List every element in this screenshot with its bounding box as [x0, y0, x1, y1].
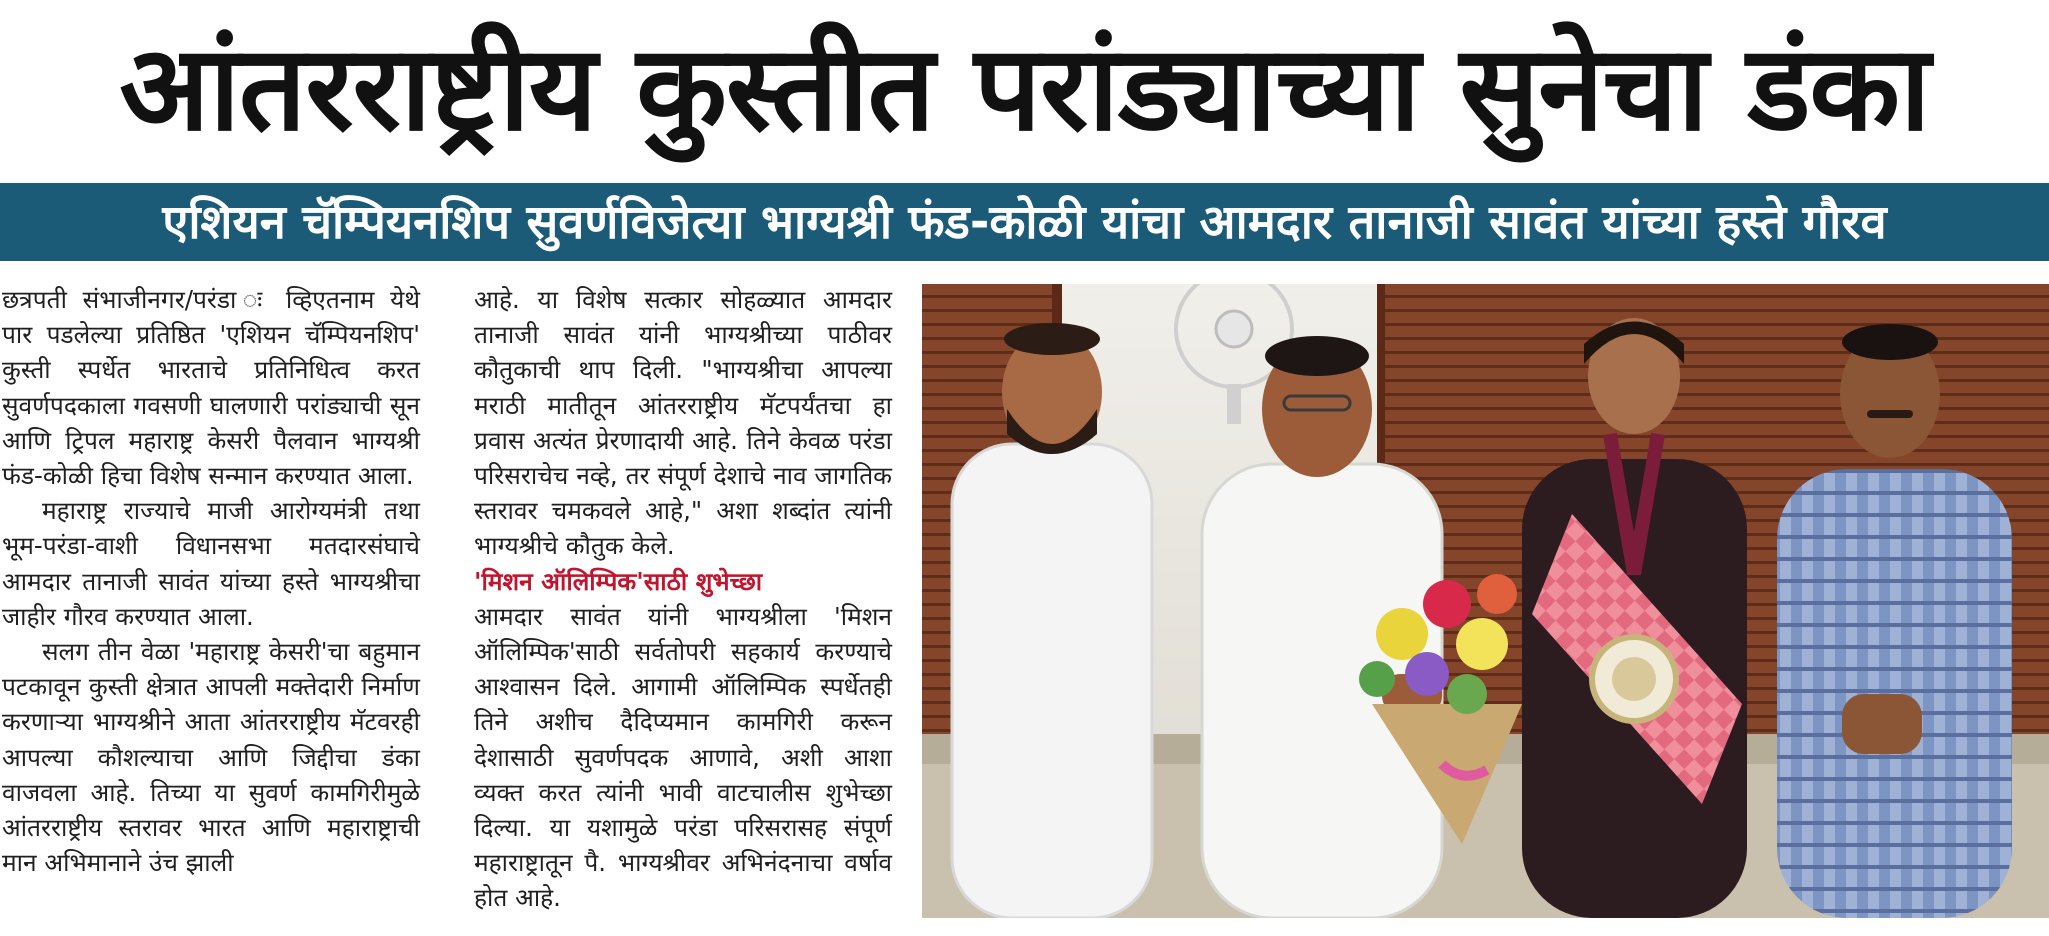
felicitation-photo	[922, 284, 2049, 918]
article-column-1	[2, 282, 420, 880]
paragraph-dateline: छत्रपती संभाजीनगर/परंडा ः व्हिएतनाम येथे पार पडलेल्या प्रतिष्ठित 'एशियन चॅम्पियनशिप' कुस्ती स्पर्धेत भारताचे प्रतिनिधित्व करत सुवर्णपदकाला गवसणी घालणारी परांड्याची सून आणि ट्रिपल महाराष्ट्र केसरी पैलवान भाग्यश्री फंड-कोळी हिचा विशेष सन्मान करण्यात आला.	[2, 285, 420, 491]
headline-area	[0, 0, 2049, 175]
article-column-2	[474, 282, 892, 916]
photo-illustration	[922, 284, 2049, 918]
headline: आंतरराष्ट्रीय कुस्तीत परांड्याच्या सुनेचा डंका	[119, 18, 1930, 157]
paragraph: महाराष्ट्र राज्याचे माजी आरोग्यमंत्री तथा भूम-परंडा-वाशी विधानसभा मतदारसंघाचे आमदार तानाजी सावंत यांच्या हस्ते भाग्यश्रीचा जाहीर गौरव करण्यात आला.	[2, 496, 420, 631]
paragraph: आहे. या विशेष सत्कार सोहळ्यात आमदार तानाजी सावंत यांनी भाग्यश्रीच्या पाठीवर कौतुकाची थाप दिली. "भाग्यश्रीचा आपल्या मराठी मातीतून आंतरराष्ट्रीय मॅटपर्यंतचा हा प्रवास अत्यंत प्रेरणादायी आहे. तिने केवळ परंडा परिसराचेच नव्हे, तर संपूर्ण देशाचे नाव जागतिक स्तरावर चमकवले आहे," अशा शब्दांत त्यांनी भाग्यश्रीचे कौतुक केले.	[474, 285, 892, 561]
paragraph: आमदार सावंत यांनी भाग्यश्रीला 'मिशन ऑलिम्पिक'साठी सर्वतोपरी सहकार्य करण्याचे आश्वासन दिले. आगामी ऑलिम्पिक स्पर्धेतही तिने अशीच दैदिप्यमान कामगिरी करून देशासाठी सुवर्णपदक आणावे, अशी आशा व्यक्त करत त्यांनी भावी वाटचालीस शुभेच्छा दिल्या. या यशामुळे परंडा परिसरासह संपूर्ण महाराष्ट्रातून पै. भाग्यश्रीवर अभिनंदनाचा वर्षाव होत आहे.	[474, 601, 892, 913]
paragraph: सलग तीन वेळा 'महाराष्ट्र केसरी'चा बहुमान पटकावून कुस्ती क्षेत्रात आपली मक्तेदारी निर्माण करणाऱ्या भाग्यश्रीने आता आंतरराष्ट्रीय मॅटवरही आपल्या कौशल्याचा आणि जिद्दीचा डंका वाजवला आहे. तिच्या या सुवर्ण कामगिरीमुळे आंतरराष्ट्रीय स्तरावर भारत आणि महाराष्ट्राची मान अभिमानाने उंच झाली	[2, 637, 420, 878]
subheadline-band	[0, 183, 2049, 261]
section-subhead: 'मिशन ऑलिम्पिक'साठी शुभेच्छा	[474, 566, 763, 596]
subheadline: एशियन चॅम्पियनशिप सुवर्णविजेत्या भाग्यश्री फंड-कोळी यांचा आमदार तानाजी सावंत यांच्या हस्ते गौरव	[162, 194, 1887, 250]
